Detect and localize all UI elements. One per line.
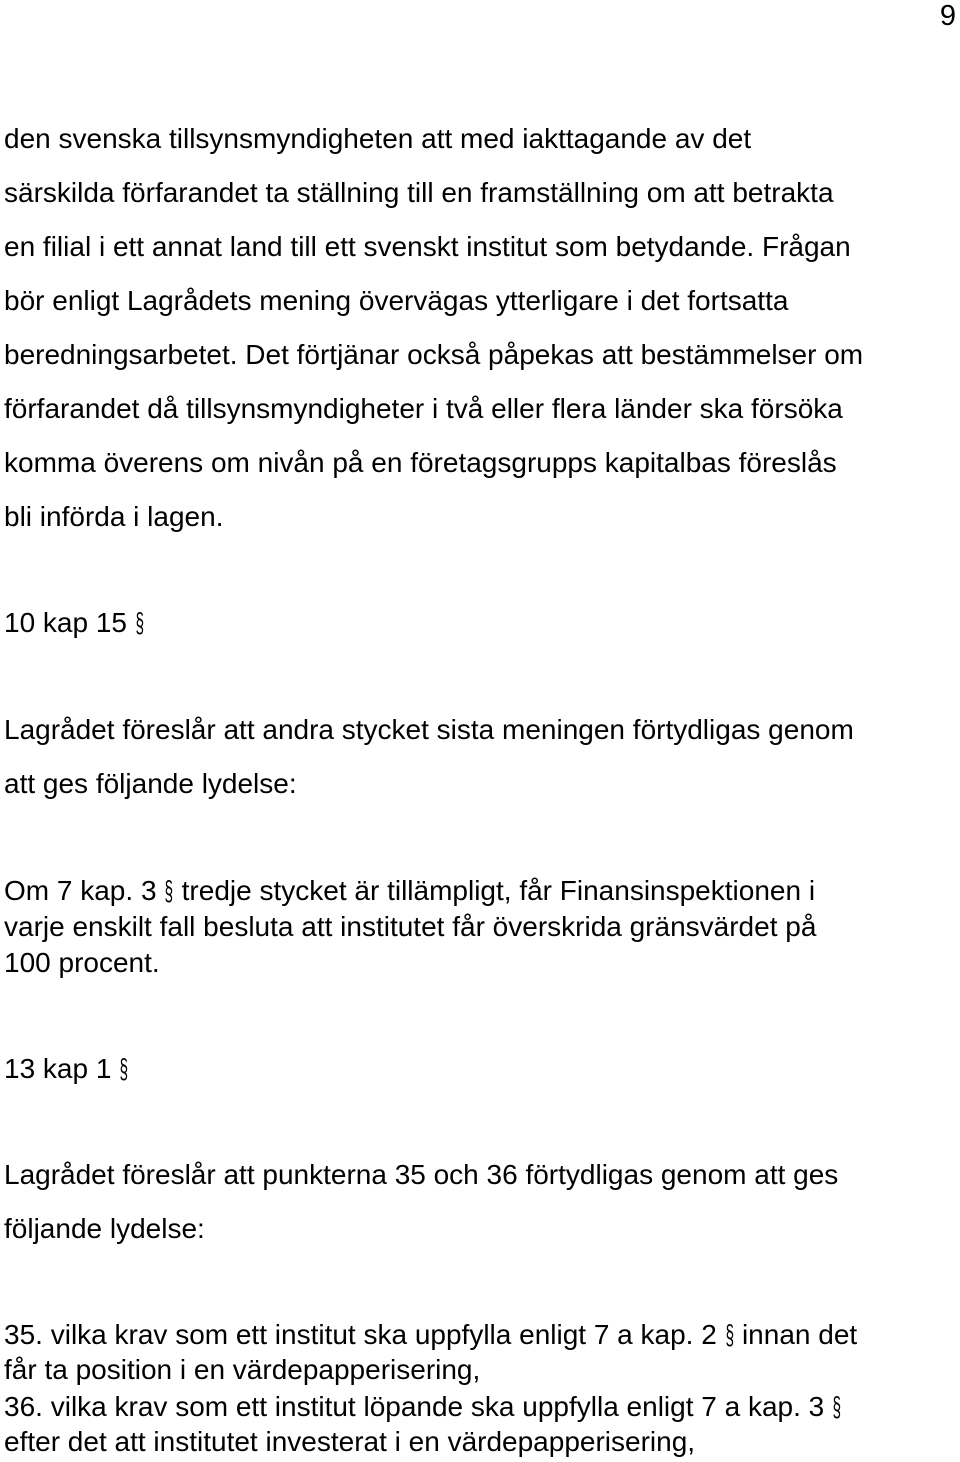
paragraph-line: en filial i ett annat land till ett svenskt institut som betydande. Frågan [4,231,851,262]
paragraph-line: den svenska tillsynsmyndigheten att med iakttagande av det [4,123,752,154]
paragraph-line: beredningsarbetet. Det förtjänar också påpekas att bestämmelser om [4,339,864,370]
proposal-line [4,874,815,908]
paragraph-line: bli införda i lagen. [4,501,224,532]
proposal-text: tredje stycket är tillämpligt, får Finansinspektionen i [181,875,816,906]
paragraph-line: förfarandet då tillsynsmyndigheter i två eller flera länder ska försöka [4,393,843,424]
section-heading-label: 10 kap 15 [4,607,127,638]
proposal-line: 100 procent. [4,947,160,978]
section-sign: § [119,1053,129,1084]
section-heading-label: 13 kap 1 [4,1053,112,1084]
section-sign: § [135,607,144,638]
paragraph-line: särskilda förfarandet ta ställning till en framställning om att betrakta [4,177,834,208]
list-item-number: 36. [4,1391,43,1422]
section-sign: § [725,1319,734,1350]
proposal-line: varje enskilt fall besluta att institutet får överskrida gränsvärdet på [4,911,817,942]
section-heading-13-kap-1 [4,1052,129,1086]
proposal-text: Om 7 kap. 3 [4,875,157,906]
list-item-continuation: efter det att institutet investerat i en värdepapperisering, [4,1426,696,1457]
list-item-text: vilka krav som ett institut ska uppfylla enligt 7 a kap. 2 [50,1319,717,1350]
list-item-36 [4,1390,842,1424]
paragraph-line: bör enligt Lagrådets mening övervägas ytterligare i det fortsatta [4,285,789,316]
paragraph-line: Lagrådet föreslår att andra stycket sista meningen förtydligas genom [4,714,854,745]
section-sign: § [832,1391,842,1422]
section-heading-10-kap-15 [4,606,144,640]
list-item-text: innan det [741,1319,858,1350]
section-sign: § [164,875,174,906]
list-item-text: vilka krav som ett institut löpande ska uppfylla enligt 7 a kap. 3 [50,1391,825,1422]
paragraph-line: följande lydelse: [4,1213,205,1244]
list-item-continuation: får ta position i en värdepapperisering, [4,1354,481,1385]
list-item-35 [4,1318,857,1352]
list-item-number: 35. [4,1319,43,1350]
paragraph-line: komma överens om nivån på en företagsgrupps kapitalbas föreslås [4,447,837,478]
page-number: 9 [939,0,956,32]
paragraph-line: att ges följande lydelse: [4,768,297,799]
paragraph-line: Lagrådet föreslår att punkterna 35 och 36 förtydligas genom att ges [4,1159,839,1190]
